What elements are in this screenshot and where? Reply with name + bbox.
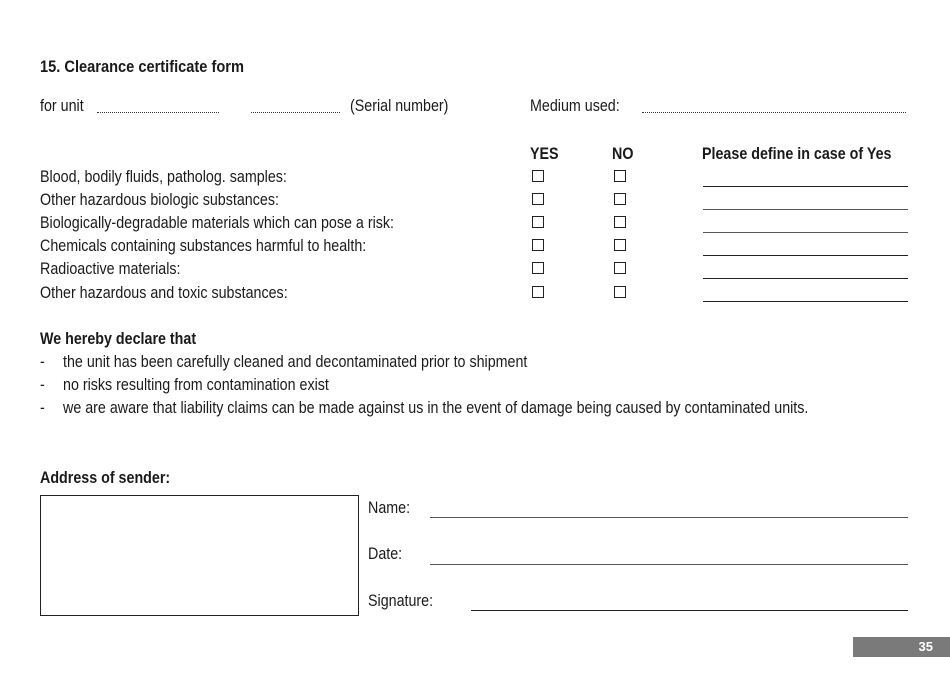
no-header: NO xyxy=(612,144,634,163)
define-field-toxic[interactable] xyxy=(703,301,908,302)
yes-checkbox-radioactive[interactable] xyxy=(532,262,544,274)
medium-field[interactable] xyxy=(642,112,906,113)
declaration-heading: We hereby declare that xyxy=(40,329,197,348)
hazard-label-toxic: Other hazardous and toxic substances: xyxy=(40,283,288,302)
yes-checkbox-blood[interactable] xyxy=(532,170,544,182)
declaration-item: we are aware that liability claims can be made against us in the event of damage being caused by contaminated units. xyxy=(63,398,809,417)
yes-checkbox-biologic[interactable] xyxy=(532,193,544,205)
declaration-item: the unit has been carefully cleaned and decontaminated prior to shipment xyxy=(63,352,528,371)
date-field[interactable] xyxy=(430,564,908,565)
no-checkbox-degradable[interactable] xyxy=(614,216,626,228)
yes-header: YES xyxy=(530,144,559,163)
sender-heading: Address of sender: xyxy=(40,468,171,487)
form-title: 15. Clearance certificate form xyxy=(40,57,244,76)
serial-number-field[interactable] xyxy=(251,112,340,113)
name-label: Name: xyxy=(368,498,411,517)
define-field-biologic[interactable] xyxy=(703,209,908,210)
define-field-blood[interactable] xyxy=(703,186,908,187)
date-label: Date: xyxy=(368,544,403,563)
define-header: Please define in case of Yes xyxy=(702,144,892,163)
define-field-degradable[interactable] xyxy=(703,232,908,233)
define-field-radioactive[interactable] xyxy=(703,278,908,279)
hazard-label-biologic: Other hazardous biologic substances: xyxy=(40,190,279,209)
sender-address-box[interactable] xyxy=(40,495,359,616)
bullet-dash: - xyxy=(40,375,45,394)
unit-label: for unit xyxy=(40,96,84,115)
no-checkbox-biologic[interactable] xyxy=(614,193,626,205)
hazard-label-radioactive: Radioactive materials: xyxy=(40,259,181,278)
page-number: 35 xyxy=(853,637,950,657)
no-checkbox-radioactive[interactable] xyxy=(614,262,626,274)
yes-checkbox-toxic[interactable] xyxy=(532,286,544,298)
define-field-chemicals[interactable] xyxy=(703,255,908,256)
signature-field[interactable] xyxy=(471,610,908,611)
no-checkbox-chemicals[interactable] xyxy=(614,239,626,251)
yes-checkbox-degradable[interactable] xyxy=(532,216,544,228)
no-checkbox-toxic[interactable] xyxy=(614,286,626,298)
hazard-label-degradable: Biologically-degradable materials which can pose a risk: xyxy=(40,213,395,232)
hazard-label-chemicals: Chemicals containing substances harmful to health: xyxy=(40,236,367,255)
hazard-label-blood: Blood, bodily fluids, patholog. samples: xyxy=(40,167,287,186)
signature-label: Signature: xyxy=(368,591,434,610)
bullet-dash: - xyxy=(40,398,45,417)
name-field[interactable] xyxy=(430,517,908,518)
no-checkbox-blood[interactable] xyxy=(614,170,626,182)
bullet-dash: - xyxy=(40,352,45,371)
unit-field[interactable] xyxy=(97,112,219,113)
serial-label: (Serial number) xyxy=(350,96,449,115)
medium-label: Medium used: xyxy=(530,96,620,115)
yes-checkbox-chemicals[interactable] xyxy=(532,239,544,251)
declaration-item: no risks resulting from contamination exist xyxy=(63,375,329,394)
